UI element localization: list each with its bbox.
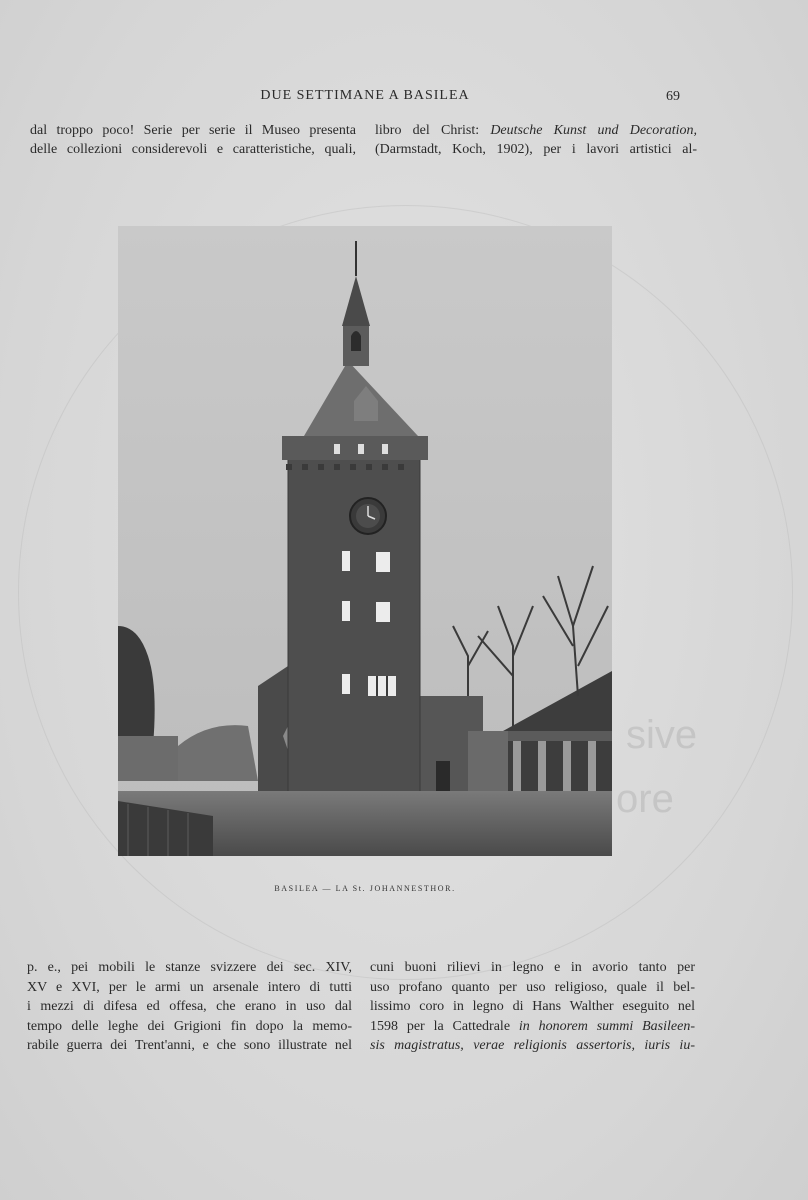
italic-title: Deutsche Kunst und Decoration, xyxy=(490,123,697,138)
watermark-text: sive xyxy=(626,713,698,757)
text-line: XV e XVI, per le armi un arsenale intero di tutti xyxy=(27,979,352,995)
figure-caption: BASILEA — LA St. JOHANNESTHOR. xyxy=(274,884,456,893)
tower-photograph xyxy=(118,226,612,856)
text-line xyxy=(370,1017,695,1037)
text-line: delle collezioni considerevoli e caratteristiche, quali, xyxy=(30,142,356,157)
latin-quote: sis magistratus, verae religionis assertoris, iuris iu- xyxy=(370,1038,695,1053)
text-line: (Darmstadt, Koch, 1902), per i lavori artistici al- xyxy=(375,142,697,157)
text-line xyxy=(375,121,697,140)
page-number: 69 xyxy=(666,89,680,104)
text-line: cuni buoni rilievi in legno e in avorio tanto per xyxy=(370,960,695,975)
text-line: tempo delle leghe dei Grigioni fin dopo la memo- xyxy=(27,1018,352,1034)
bottom-left-column xyxy=(27,958,352,1056)
text-line: dal troppo poco! Serie per serie il Museo presenta xyxy=(30,123,356,138)
top-right-column xyxy=(375,121,697,159)
text-line xyxy=(370,1036,695,1056)
watermark-text: ore xyxy=(616,777,674,821)
text-line: uso profano quanto per uso religioso, quale il bel- xyxy=(370,979,695,995)
bottom-right-column xyxy=(370,958,695,1056)
text-fragment: libro del Christ: xyxy=(375,123,491,138)
running-head: DUE SETTIMANE A BASILEA xyxy=(260,88,470,103)
text-line: i mezzi di difesa ed offesa, che erano in uso dal xyxy=(27,999,352,1014)
top-left-column xyxy=(30,121,356,159)
text-line: lissimo coro in legno di Hans Walther eseguito nel xyxy=(370,999,695,1014)
text-line: rabile guerra dei Trent'anni, e che sono illustrate nel xyxy=(27,1038,352,1053)
text-line: p. e., pei mobili le stanze svizzere dei sec. XIV, xyxy=(27,960,352,975)
latin-quote: in honorem summi Basileen- xyxy=(518,1018,695,1034)
text-fragment: 1598 per la Cattedrale xyxy=(370,1018,519,1034)
